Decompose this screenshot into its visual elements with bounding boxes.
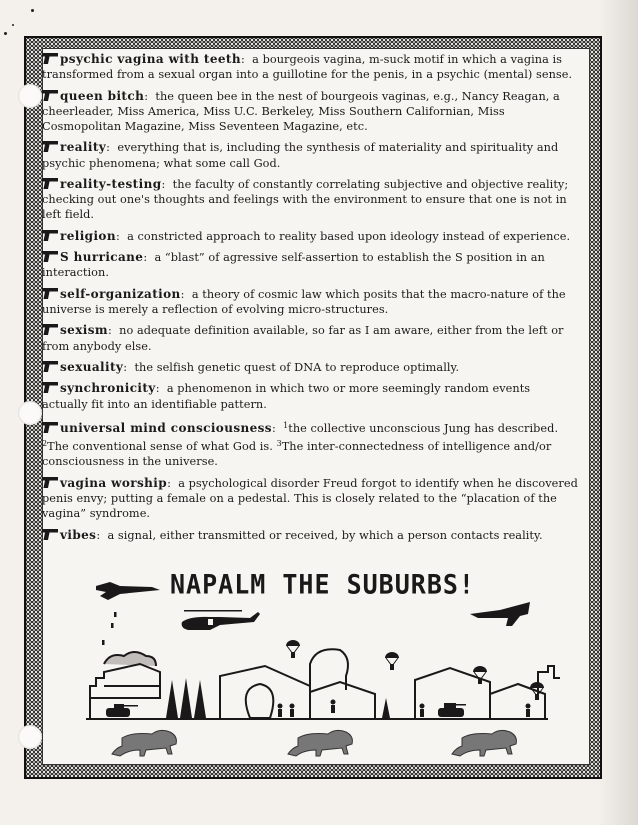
term: self-organization	[60, 286, 181, 301]
definition: a theory of cosmic law which posits that the macro-nature of the universe is merely a reflection of evolving micro-structures.	[42, 287, 566, 316]
separator: :	[240, 53, 245, 66]
term: sexuality	[60, 359, 124, 374]
glossary-entry	[42, 89, 578, 135]
separator: :	[107, 324, 112, 338]
punch-hole	[18, 84, 42, 108]
definition-part: The conventional sense of what God is.	[47, 440, 277, 454]
glossary-entry	[42, 381, 578, 411]
definition: a bourgeois vagina, m-suck motif in which a vagina is transformed from a sexual organ into a guillotine for the penis, in a psychic (mental) sense.	[42, 53, 573, 82]
separator: :	[161, 177, 166, 191]
definition: a “blast” of agressive self-assertion to establish the S position in an interaction.	[42, 251, 545, 280]
bomb-icon	[111, 623, 114, 628]
separator: :	[96, 528, 101, 542]
definition: the faculty of constantly correlating subjective and objective reality; checking out one's thoughts and feelings with the environment to ensure that one is not in left field.	[42, 177, 569, 222]
term: vagina worship	[60, 475, 168, 490]
definition: the selfish genetic quest of DNA to reproduce optimally.	[134, 360, 460, 374]
definition: a constricted approach to reality based upon ideology instead of experience.	[127, 229, 571, 243]
separator: :	[167, 476, 171, 490]
pistol-icon	[42, 477, 58, 488]
term: universal mind consciousness	[60, 420, 272, 435]
glossary-list	[42, 52, 578, 549]
pistol-icon	[42, 178, 58, 189]
term: sexism	[60, 323, 108, 338]
headline: NAPALM THE SUBURBS!	[170, 569, 475, 600]
definition: everything that is, including the synthesis of materiality and spirituality and psychic phenomena; what some call God.	[42, 141, 559, 170]
paratrooper-icon	[473, 666, 487, 684]
separator: :	[123, 360, 128, 374]
fighter-jet-icon	[470, 602, 530, 626]
paratrooper-icon	[385, 652, 399, 670]
pistol-icon	[42, 529, 58, 540]
ground-line	[86, 718, 548, 720]
pistol-icon	[42, 230, 58, 241]
term: psychic vagina with teeth	[60, 52, 241, 66]
term: queen bitch	[60, 88, 145, 103]
separator: :	[271, 421, 276, 435]
lion-icon	[112, 730, 176, 756]
bomb-icon	[102, 640, 105, 645]
soldier-icons	[278, 700, 531, 718]
definition-part: the collective unconscious Jung has described.	[288, 421, 559, 435]
glossary-entry	[42, 323, 578, 353]
glossary-entry	[42, 229, 578, 244]
footnote-number: 1	[283, 420, 289, 430]
tank-icon	[106, 704, 138, 717]
pistol-icon	[42, 324, 58, 335]
pistol-icon	[42, 251, 58, 262]
glossary-entry	[42, 360, 578, 375]
term: vibes	[60, 527, 97, 542]
separator: :	[180, 287, 185, 301]
pistol-icon	[42, 288, 58, 299]
footnote-number: 3	[276, 439, 282, 449]
jet-icon	[96, 582, 160, 600]
helicopter-icon	[182, 610, 260, 630]
bomb-icon	[114, 612, 117, 617]
suburb-buildings	[90, 649, 560, 718]
lion-icon	[288, 730, 352, 756]
tank-icon	[438, 703, 466, 717]
term: reality-testing	[60, 176, 162, 191]
definition-part: The inter-connectedness of intelligence and/or consciousness in the universe.	[42, 440, 552, 469]
paper-shadow	[598, 0, 638, 825]
footnote-number: 2	[42, 439, 48, 449]
pistol-icon	[42, 53, 58, 64]
definition: a signal, either transmitted or received, by which a person contacts reality.	[107, 528, 543, 542]
glossary-entry	[42, 287, 578, 317]
definition: no adequate definition available, so far as I am aware, either from the left or from anybody else.	[42, 324, 564, 353]
glossary-entry	[42, 528, 578, 543]
definition: the queen bee in the nest of bourgeois vaginas, e.g., Nancy Reagan, a cheerleader, Miss America, Miss U.C. Berkeley, Miss Southern Californian, Miss Cosmopolitan Magazine, Miss Seventeen Magazine, etc.	[42, 89, 560, 133]
pistol-icon	[42, 361, 58, 372]
lion-icon	[452, 730, 516, 756]
term: S hurricane	[60, 250, 144, 265]
definition: a psychological disorder Freud forgot to identify when he discovered penis envy; putting a female on a pedestal. This is closely related to the “placation of the vagina” syndrome.	[42, 476, 578, 521]
glossary-entry	[42, 177, 578, 223]
separator: :	[144, 89, 149, 103]
separator: :	[115, 229, 120, 243]
pistol-icon	[42, 382, 58, 393]
glossary-entry	[42, 418, 578, 470]
glossary-entry	[42, 140, 578, 170]
glossary-entry	[42, 476, 578, 522]
pistol-icon	[42, 141, 58, 152]
definition: a phenomenon in which two or more seemingly random events actually fit into an identifiable pattern.	[42, 382, 531, 411]
pistol-icon	[42, 422, 58, 433]
term: reality	[60, 140, 107, 155]
glossary-entry	[42, 250, 578, 280]
separator: :	[106, 141, 111, 155]
punch-hole	[18, 401, 42, 425]
term: synchronicity	[60, 381, 156, 396]
separator: :	[143, 251, 148, 265]
term: religion	[60, 228, 116, 243]
glossary-entry	[42, 52, 578, 82]
pistol-icon	[42, 90, 58, 101]
paratrooper-icon	[286, 640, 300, 658]
separator: :	[155, 382, 160, 396]
punch-hole	[18, 725, 42, 749]
